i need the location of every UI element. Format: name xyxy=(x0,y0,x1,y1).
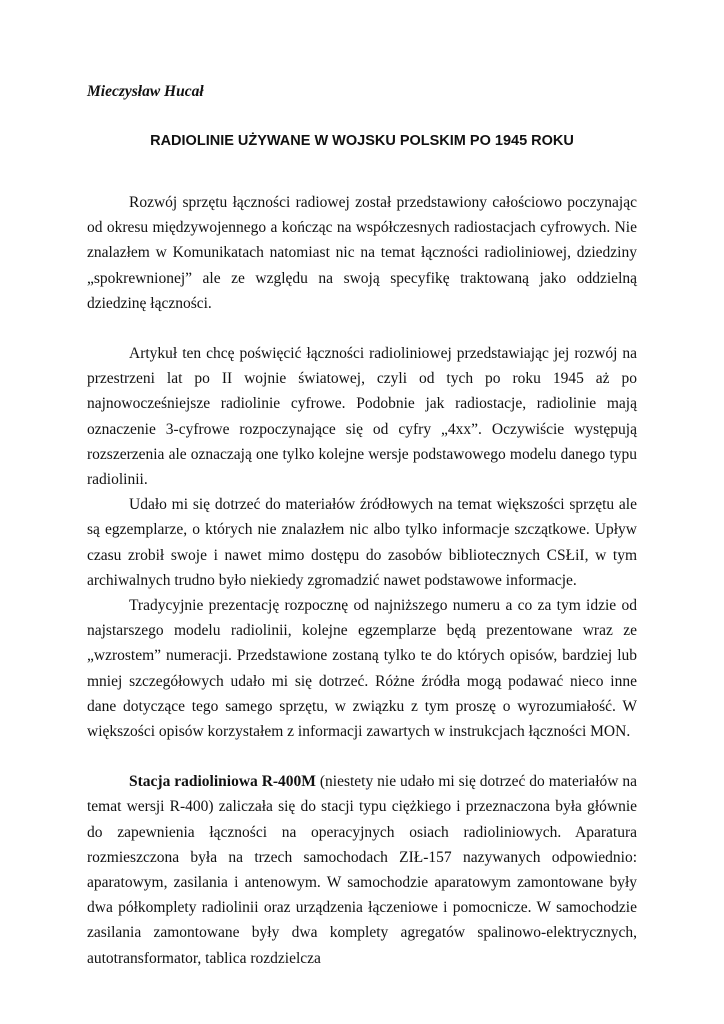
r400m-text: (niestety nie udało mi się dotrzeć do materiałów na temat wersji R-400) zaliczała się do stacji typu ciężkiego i przeznaczona była głównie do zapewnienia łączności na operacyjnych osiach radioliniowych. Aparatura rozmieszczona była na trzech samochodach ZIŁ-157 nazywanych odpowiednio: aparatowym, zasilania i antenowym. W samochodzie aparatowym zamontowane były dwa półkomplety radiolinii oraz urządzenia łączeniowe i pomocnicze. W samochodzie zasilania zamontowane były dwa komplety agregatów spalinowo-elektrycznych, autotransformator, tablica rozdzielcza xyxy=(87,773,637,967)
author-name: Mieczysław Hucał xyxy=(87,83,204,100)
article-body xyxy=(87,190,637,971)
r400m-heading: Stacja radioliniowa R-400M xyxy=(129,773,316,791)
paragraph-sources: Udało mi się dotrzeć do materiałów źródłowych na temat większości sprzętu ale są egzemplarze, o których nie znalazłem nic albo tylko informacje szczątkowe. Upływ czasu zrobił swoje i nawet mimo dostępu do zasobów bibliotecznych CSŁiI, w tym archiwalnych trudno było niekiedy zgromadzić nawet podstawowe informacje. xyxy=(87,496,637,589)
paragraph-purpose: Artykuł ten chcę poświęcić łączności radioliniowej przedstawiając jej rozwój na przestrzeni lat po II wojnie światowej, czyli od tych po roku 1945 aż po najnowocześniejsze radiolinie cyfrowe. Podobnie jak radiostacje, radiolinie mają oznaczenie 3-cyfrowe rozpoczynające się od cyfry „4xx”. Oczywiście występują rozszerzenia ale oznaczają one tylko kolejne wersje podstawowego modelu danego typu radiolinii. xyxy=(87,345,637,489)
paragraph-r400m xyxy=(87,769,637,971)
paragraph-intro: Rozwój sprzętu łączności radiowej został przedstawiony całościowo poczynając od okresu międzywojennego a kończąc na współczesnych radiostacjach cyfrowych. Nie znalazłem w Komunikatach natomiast nic na temat łączności radioliniowej, dziedziny „spokrewnionej” ale ze względu na swoją specyfikę traktowaną jako oddzielną dziedzinę łączności. xyxy=(87,194,637,312)
article-title: RADIOLINIE UŻYWANE W WOJSKU POLSKIM PO 1945 ROKU xyxy=(150,133,574,149)
paragraph-order: Tradycyjnie prezentację rozpocznę od najniższego numeru a co za tym idzie od najstarszego modelu radiolinii, kolejne egzemplarze będą prezentowane wraz ze „wzrostem” numeracji. Przedstawione zostaną tylko te do których opisów, bardziej lub mniej szczegółowych udało mi się dotrzeć. Różne źródła mogą podawać nieco inne dane dotyczące tego samego sprzętu, w związku z tym proszę o wyrozumiałość. W większości opisów korzystałem z informacji zawartych w instrukcjach łączności MON. xyxy=(87,597,637,741)
